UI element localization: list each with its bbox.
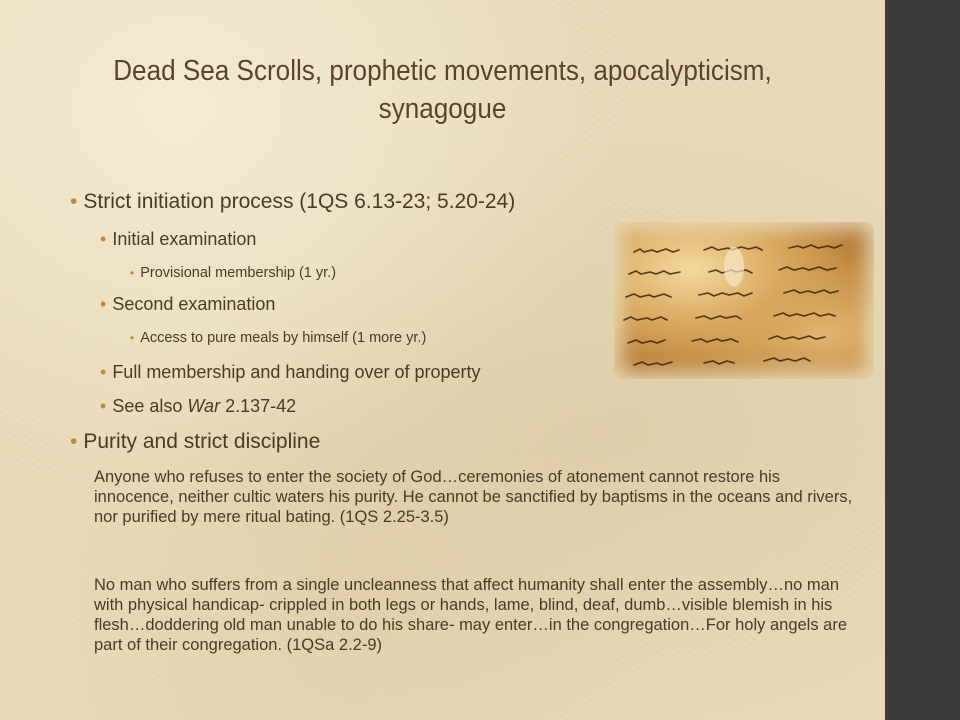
bullet-icon: • xyxy=(100,396,107,416)
bullet-pure-meals xyxy=(130,330,426,346)
bullet-text: Provisional membership (1 yr.) xyxy=(140,265,337,281)
bullet-second-exam xyxy=(100,294,275,315)
bullet-purity xyxy=(70,430,320,454)
bullet-text: Second examination xyxy=(112,294,276,314)
bullet-icon: • xyxy=(70,430,78,453)
slide-title: Dead Sea Scrolls, prophetic movements, apocalypticism, synagogue xyxy=(113,55,772,125)
bullet-icon: • xyxy=(100,294,107,314)
bullet-text: Access to pure meals by himself (1 more yr.) xyxy=(140,330,427,346)
bullet-text-italic: War xyxy=(187,396,221,416)
bullet-text: Purity and strict discipline xyxy=(83,430,321,453)
bullet-icon: • xyxy=(100,229,107,249)
bullet-see-also xyxy=(100,396,296,417)
bullet-text: Initial examination xyxy=(112,229,257,249)
bullet-icon: • xyxy=(130,331,135,345)
bullet-text-prefix: See also xyxy=(112,396,183,416)
bullet-initial-exam xyxy=(100,229,256,250)
bullet-icon: • xyxy=(130,266,135,280)
bullet-initiation xyxy=(70,190,515,214)
bullet-text: Full membership and handing over of property xyxy=(112,362,481,382)
quote-1qsa: No man who suffers from a single uncleanness that affect humanity shall enter the assembly…no man with physical handicap- crippled in both legs or hands, lame, blind, deaf, dumb…visible blemish in his flesh…doddering old man unable to do his share- may enter…in the congregation…For holy angels are part of their congregation. (1QSa 2.2-9) xyxy=(94,576,848,654)
bullet-icon: • xyxy=(100,362,107,382)
bullet-icon: • xyxy=(70,190,78,213)
quote-1qs: Anyone who refuses to enter the society of God…ceremonies of atonement cannot restore his innocence, neither cultic waters his purity. He cannot be sanctified by baptisms in the oceans and rivers, nor purified by mere ritual bating. (1QS 2.25-3.5) xyxy=(94,468,853,526)
bullet-provisional xyxy=(130,265,336,281)
bullet-full-membership xyxy=(100,362,481,383)
bullet-text: Strict initiation process (1QS 6.13-23; 5.20-24) xyxy=(83,190,516,213)
scroll-script-lines xyxy=(614,222,874,379)
dead-sea-scroll-image xyxy=(614,222,874,379)
side-bar xyxy=(885,0,960,720)
bullet-text-suffix: 2.137-42 xyxy=(225,396,297,416)
